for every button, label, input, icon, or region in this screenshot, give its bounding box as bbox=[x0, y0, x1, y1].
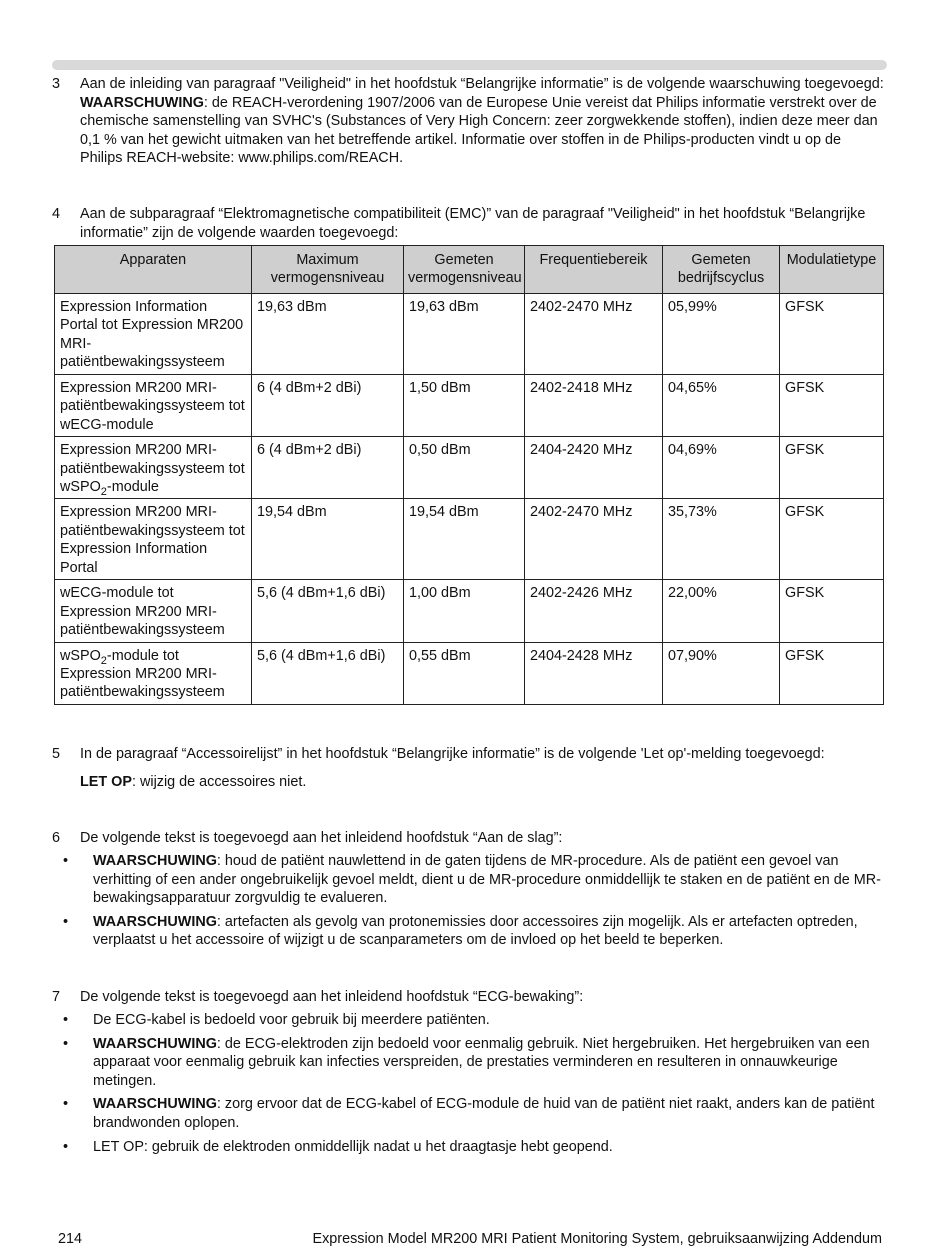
cell-max-power: 6 (4 dBm+2 dBi) bbox=[252, 437, 404, 499]
cell-modulation: GFSK bbox=[780, 580, 884, 642]
cell-duty-cycle: 05,99% bbox=[663, 294, 780, 375]
footer-title: Expression Model MR200 MRI Patient Monitoring System, gebruiksaanwijzing Addendum bbox=[312, 1231, 882, 1247]
section-number: 3 bbox=[52, 76, 61, 92]
cell-duty-cycle: 04,69% bbox=[663, 437, 780, 499]
cell-duty-cycle: 35,73% bbox=[663, 499, 780, 580]
table-row bbox=[55, 499, 884, 580]
list-item: • WAARSCHUWING: houd de patiënt nauwlettend in de gaten tijdens de MR-procedure. Als de patiënt een gevoel van verhitting of een ander ongebruikelijk gevoel meldt, dient u de MR-procedure onmiddellijk te staken en de patiënt en de MR-bewakingsapparatuur zorgvuldig te evalueren. bbox=[63, 853, 881, 907]
caution-text: : wijzig de accessoires niet. bbox=[131, 773, 307, 790]
section-4 bbox=[52, 205, 887, 242]
cell-modulation: GFSK bbox=[780, 375, 884, 437]
list-item: • LET OP: gebruik de elektroden onmiddellijk nadat u het draagtasje hebt geopend. bbox=[63, 1138, 613, 1155]
header-divider-bar bbox=[52, 60, 887, 70]
table-row bbox=[55, 437, 884, 499]
header-duty-cycle: Gemeten bedrijfscyclus bbox=[663, 246, 780, 294]
list-item: • WAARSCHUWING: zorg ervoor dat de ECG-kabel of ECG-module de huid van de patiënt niet raakt, anders kan de patiënt brandwonden oplopen. bbox=[63, 1096, 875, 1131]
cell-device: wSPO$_2$-module tot Expression MR200 MRI-patiëntbewakingssysteem bbox=[55, 642, 252, 704]
cell-max-power: 6 (4 dBm+2 dBi) bbox=[252, 375, 404, 437]
section-number: 6 bbox=[52, 830, 61, 846]
section-number: 4 bbox=[52, 206, 61, 222]
cell-device: wECG-module tot Expression MR200 MRI-patiëntbewakingssysteem bbox=[55, 580, 252, 642]
cell-device: Expression MR200 MRI-patiëntbewakingssysteem tot wECG-module bbox=[55, 375, 252, 437]
header-frequency-range: Frequentiebereik bbox=[525, 246, 663, 294]
cell-max-power: 19,54 dBm bbox=[252, 499, 404, 580]
cell-modulation: GFSK bbox=[780, 499, 884, 580]
section-number: 5 bbox=[52, 746, 61, 762]
cell-duty-cycle: 22,00% bbox=[663, 580, 780, 642]
cell-device: Expression MR200 MRI-patiëntbewakingssysteem tot wSPO$_2$-module bbox=[55, 437, 252, 499]
cell-duty-cycle: 04,65% bbox=[663, 375, 780, 437]
section-intro: De volgende tekst is toegevoegd aan het inleidend hoofdstuk “Aan de slag”: bbox=[80, 830, 563, 846]
section-6 bbox=[52, 829, 887, 848]
cell-duty-cycle: 07,90% bbox=[663, 642, 780, 704]
section-3 bbox=[52, 75, 887, 168]
section-intro: Aan de inleiding van paragraaf "Veiligheid" in het hoofdstuk “Belangrijke informatie” is de volgende waarschuwing toegevoegd: bbox=[80, 76, 884, 92]
section-intro: In de paragraaf “Accessoirelijst” in het hoofdstuk “Belangrijke informatie” is de volgende 'Let op'-melding toegevoegd: bbox=[80, 746, 825, 762]
cell-frequency: 2402-2426 MHz bbox=[525, 580, 663, 642]
table-row bbox=[55, 375, 884, 437]
section-intro: De volgende tekst is toegevoegd aan het inleidend hoofdstuk “ECG-bewaking”: bbox=[80, 989, 584, 1005]
cell-measured-power: 1,00 dBm bbox=[404, 580, 525, 642]
warning-text: : de REACH-verordening 1907/2006 van de Europese Unie vereist dat Philips informatie verstrekt over de chemische samenstelling van SVHC's (Substances of Very High Concern: zeer zorgwekkende stoffen), indien deze meer dan 0,1 % van het gewicht uitmaken van het betreffende artikel. Informatie over stoffen in de Philips-producten vindt u op de Philips REACH-website: www.philips.com/REACH. bbox=[80, 94, 878, 167]
caution-paragraph bbox=[80, 773, 887, 792]
warning-label: WAARSCHUWING bbox=[80, 94, 204, 111]
list-item: • WAARSCHUWING: de ECG-elektroden zijn bedoeld voor eenmalig gebruik. Niet hergebruiken. Het hergebruiken van een apparaat voor eenmalig gebruik kan infecties verspreiden, de prestaties verminderen en resulteren in onnauwkeurige metingen. bbox=[63, 1035, 870, 1089]
cell-frequency: 2402-2418 MHz bbox=[525, 375, 663, 437]
section-5 bbox=[52, 745, 887, 791]
cell-frequency: 2404-2428 MHz bbox=[525, 642, 663, 704]
cell-modulation: GFSK bbox=[780, 294, 884, 375]
section-7 bbox=[52, 988, 887, 1007]
cell-max-power: 5,6 (4 dBm+1,6 dBi) bbox=[252, 642, 404, 704]
header-measured-power: Gemeten vermogensniveau bbox=[404, 246, 525, 294]
cell-device: Expression Information Portal tot Expression MR200 MRI-patiëntbewakingssysteem bbox=[55, 294, 252, 375]
caution-label: LET OP bbox=[80, 773, 132, 790]
cell-measured-power: 0,55 dBm bbox=[404, 642, 525, 704]
list-item: • De ECG-kabel is bedoeld voor gebruik bij meerdere patiënten. bbox=[63, 1012, 490, 1028]
cell-modulation: GFSK bbox=[780, 642, 884, 704]
table-row bbox=[55, 294, 884, 375]
cell-device: Expression MR200 MRI-patiëntbewakingssysteem tot Expression Information Portal bbox=[55, 499, 252, 580]
cell-max-power: 5,6 (4 dBm+1,6 dBi) bbox=[252, 580, 404, 642]
cell-frequency: 2402-2470 MHz bbox=[525, 294, 663, 375]
warning-paragraph bbox=[80, 94, 887, 168]
list-item: • WAARSCHUWING: artefacten als gevolg van protonemissies door accessoires zijn mogelijk. Als er artefacten optreden, verplaatst u het accessoire of wijzigt u de scanparameters om de invloed op het beeld te beperken. bbox=[63, 913, 858, 949]
table-row bbox=[55, 580, 884, 642]
table-row bbox=[55, 642, 884, 704]
cell-measured-power: 0,50 dBm bbox=[404, 437, 525, 499]
table-header-row bbox=[55, 246, 884, 294]
cell-measured-power: 19,54 dBm bbox=[404, 499, 525, 580]
cell-max-power: 19,63 dBm bbox=[252, 294, 404, 375]
page-number: 214 bbox=[58, 1231, 83, 1247]
section-6-bullets bbox=[52, 852, 887, 955]
emc-table bbox=[54, 245, 884, 705]
header-devices: Apparaten bbox=[55, 246, 252, 294]
section-7-bullets bbox=[52, 1011, 887, 1161]
cell-modulation: GFSK bbox=[780, 437, 884, 499]
header-max-power: Maximum vermogensniveau bbox=[252, 246, 404, 294]
cell-measured-power: 19,63 dBm bbox=[404, 294, 525, 375]
page-footer bbox=[58, 1230, 882, 1250]
header-modulation: Modulatietype bbox=[780, 246, 884, 294]
section-intro: Aan de subparagraaf “Elektromagnetische compatibiliteit (EMC)” van de paragraaf "Veiligheid" in het hoofdstuk “Belangrijke informatie” zijn de volgende waarden toegevoegd: bbox=[80, 206, 866, 241]
cell-frequency: 2404-2420 MHz bbox=[525, 437, 663, 499]
cell-frequency: 2402-2470 MHz bbox=[525, 499, 663, 580]
cell-measured-power: 1,50 dBm bbox=[404, 375, 525, 437]
section-number: 7 bbox=[52, 989, 61, 1005]
